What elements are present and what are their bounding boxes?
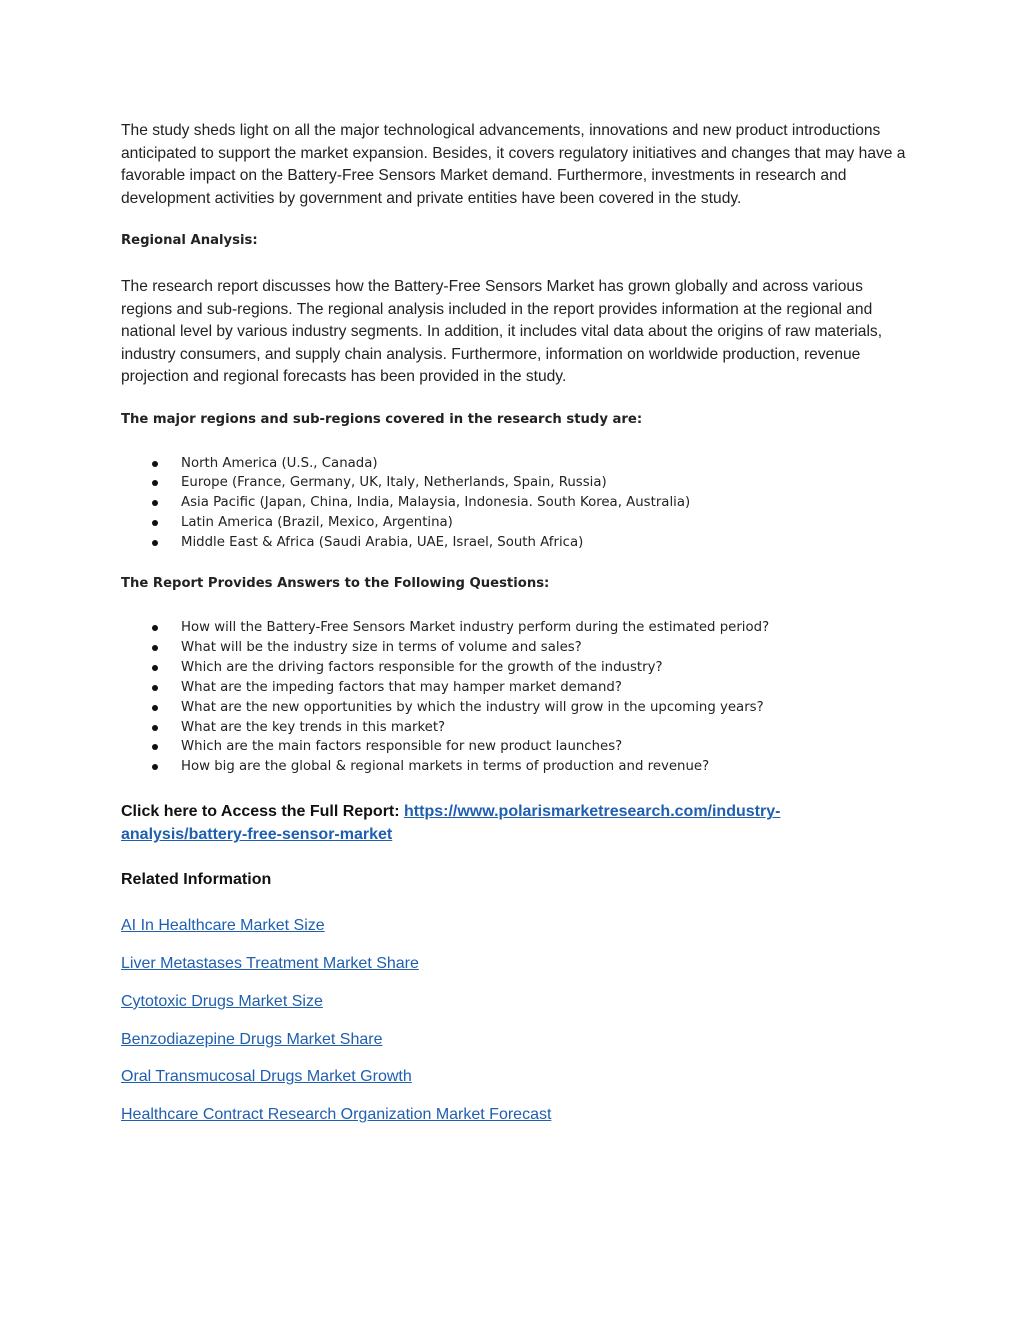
list-item-text: How will the Battery-Free Sensors Market industry perform during the estimated period? [181, 620, 770, 636]
list-item [121, 757, 911, 777]
list-item-text: Europe (France, Germany, UK, Italy, Netherlands, Spain, Russia) [181, 475, 607, 491]
list-item-text: Latin America (Brazil, Mexico, Argentina) [181, 515, 453, 531]
list-item [121, 638, 911, 658]
full-report-link-line1: https://www.polarismarketresearch.com/industry- [404, 803, 781, 821]
list-item-text: What will be the industry size in terms of volume and sales? [181, 639, 582, 655]
bullet-icon [152, 625, 158, 631]
bullet-icon [152, 764, 158, 770]
full-report-link-line2: analysis/battery-free-sensor-market [121, 825, 393, 843]
list-item [121, 658, 911, 678]
questions-heading: The Report Provides Answers to the Following Questions: [121, 576, 550, 592]
bullet-icon [152, 540, 158, 546]
related-link[interactable]: Oral Transmucosal Drugs Market Growth [121, 1068, 412, 1086]
list-item-text: North America (U.S., Canada) [181, 455, 378, 471]
list-item [121, 698, 911, 718]
related-information-heading: Related Information [121, 871, 272, 889]
list-item-text: What are the new opportunities by which the industry will grow in the upcoming years? [181, 699, 764, 715]
list-item [121, 533, 911, 553]
regions-heading: The major regions and sub-regions covered in the research study are: [121, 411, 643, 427]
bullet-icon [152, 500, 158, 506]
bullet-icon [152, 705, 158, 711]
list-item [121, 618, 911, 638]
list-item [121, 678, 911, 698]
questions-list [121, 618, 911, 777]
bullet-icon [152, 744, 158, 750]
related-link[interactable]: Liver Metastases Treatment Market Share [121, 955, 419, 973]
full-report-cta [121, 801, 911, 846]
related-link[interactable]: Benzodiazepine Drugs Market Share [121, 1030, 383, 1048]
cta-label: Click here to Access the Full Report: [121, 803, 405, 821]
related-links-list [121, 915, 911, 1126]
list-item-text: Middle East & Africa (Saudi Arabia, UAE, Israel, South Africa) [181, 535, 584, 551]
bullet-icon [152, 685, 158, 691]
related-link[interactable]: AI In Healthcare Market Size [121, 917, 325, 935]
bullet-icon [152, 665, 158, 671]
list-item-text: What are the key trends in this market? [181, 719, 446, 735]
regional-analysis-heading: Regional Analysis: [121, 233, 258, 248]
bullet-icon [152, 520, 158, 526]
list-item-text: Asia Pacific (Japan, China, India, Malaysia, Indonesia. South Korea, Australia) [181, 495, 691, 511]
intro-paragraph: The study sheds light on all the major technological advancements, innovations and new product introductions anticipated to support the market expansion. Besides, it covers regulatory initiatives and changes that may have a favorable impact on the Battery-Free Sensors Market demand. Furthermore, investments in research and development activities by government and private entities have been covered in the study. [121, 122, 906, 207]
regions-list [121, 454, 911, 554]
list-item [121, 513, 911, 533]
related-link[interactable]: Cytotoxic Drugs Market Size [121, 992, 323, 1010]
regional-paragraph: The research report discusses how the Battery-Free Sensors Market has grown globally and across various regions and sub-regions. The regional analysis included in the report provides information at the regional and national level by various industry segments. In addition, it includes vital data about the origins of raw materials, industry consumers, and supply chain analysis. Furthermore, information on worldwide production, revenue projection and regional forecasts has been provided in the study. [121, 278, 883, 385]
list-item-text: How big are the global & regional markets in terms of production and revenue? [181, 759, 710, 775]
list-item-text: Which are the main factors responsible for new product launches? [181, 739, 623, 755]
list-item [121, 718, 911, 738]
list-item [121, 737, 911, 757]
document-page [121, 120, 911, 1142]
bullet-icon [152, 461, 158, 467]
list-item [121, 493, 911, 513]
bullet-icon [152, 645, 158, 651]
bullet-icon [152, 725, 158, 731]
bullet-icon [152, 480, 158, 486]
list-item-text: Which are the driving factors responsible for the growth of the industry? [181, 659, 663, 675]
list-item [121, 454, 911, 474]
list-item [121, 473, 911, 493]
list-item-text: What are the impeding factors that may hamper market demand? [181, 679, 622, 695]
related-link[interactable]: Healthcare Contract Research Organization Market Forecast [121, 1106, 552, 1124]
